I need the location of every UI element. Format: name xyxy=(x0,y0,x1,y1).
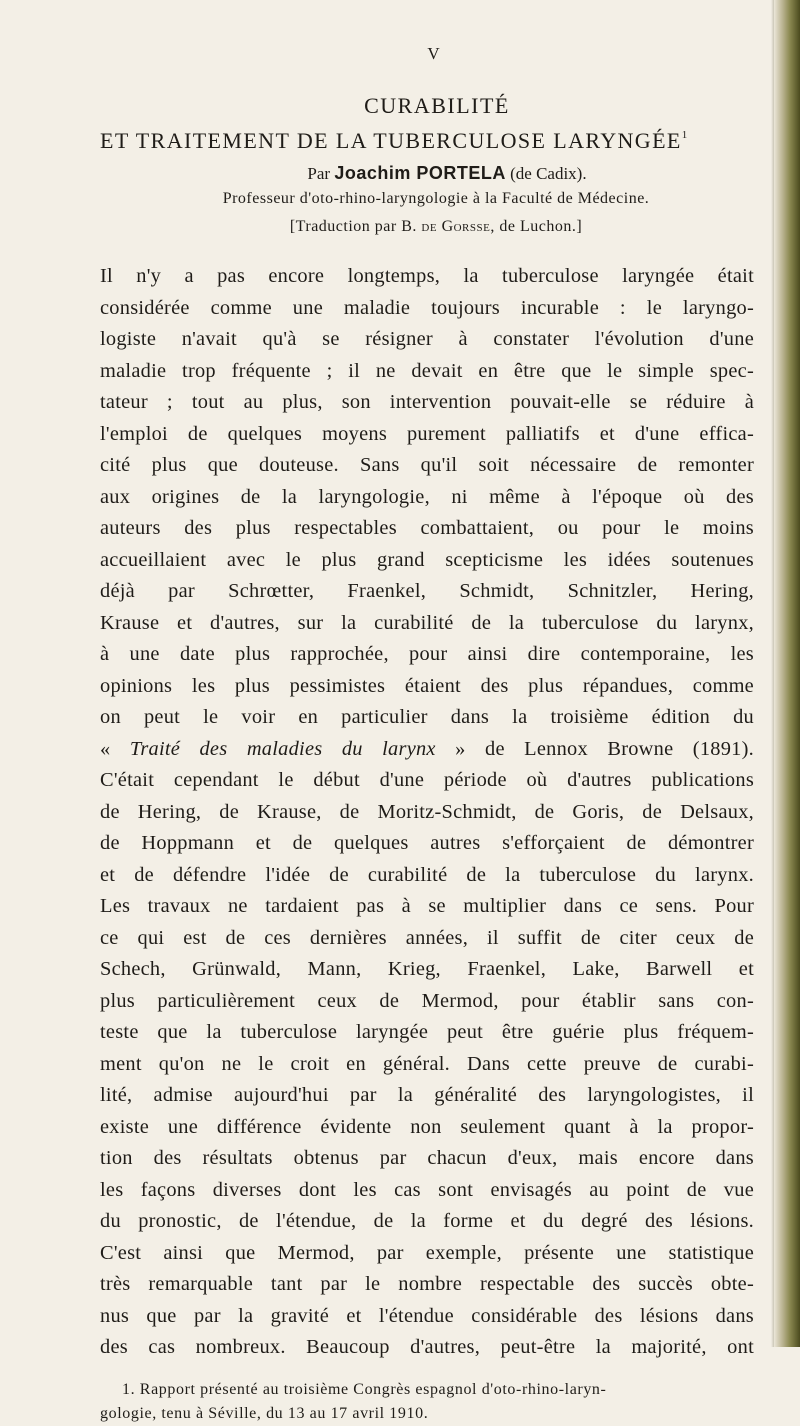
body-line: logiste n'avait qu'à se résigner à constater l'évolution d'une xyxy=(100,328,754,350)
translation-prefix: [Traduction par B. xyxy=(289,218,417,235)
byline xyxy=(140,162,754,185)
body-line: à une date plus rapprochée, pour ainsi dire contemporaine, les xyxy=(100,643,754,665)
footnote-line-2: gologie, tenu à Séville, du 13 au 17 avril 1910. xyxy=(100,1404,429,1422)
title-line-1: CURABILITÉ xyxy=(364,93,510,118)
footnote-line-1: 1. Rapport présenté au troisième Congrès espagnol d'oto-rhino-laryn- xyxy=(122,1380,607,1398)
citation-rest: » de Lennox Browne (1891). xyxy=(435,737,755,760)
translation-credit xyxy=(118,215,754,239)
body-line: ce qui est de ces dernières années, il suffit de citer ceux de xyxy=(100,926,754,949)
page-edge xyxy=(774,0,800,1347)
body-line: ment qu'on ne le croit en général. Dans cette preuve de curabi- xyxy=(100,1052,754,1075)
body-line: cité plus que douteuse. Sans qu'il soit nécessaire de remonter xyxy=(100,454,754,476)
footnote xyxy=(100,1378,754,1426)
byline-prefix: Par xyxy=(307,164,331,183)
body-line: Krause et d'autres, sur la curabilité de la tuberculose du larynx, xyxy=(100,611,754,634)
author-name: Joachim PORTELA xyxy=(334,163,506,183)
body-line: du pronostic, de l'étendue, de la forme et du degré des lésions. xyxy=(100,1210,754,1232)
book-title: Traité des maladies du larynx xyxy=(129,737,436,760)
title-line-2-text: ET TRAITEMENT DE LA TUBERCULOSE LARYNGÉE xyxy=(100,128,682,153)
author-origin: (de Cadix). xyxy=(510,164,587,183)
body-line: opinions les plus pessimistes étaient des plus répandues, comme xyxy=(100,674,754,697)
body-line: considérée comme une maladie toujours incurable : le laryngo- xyxy=(100,296,754,319)
body-line: Schech, Grünwald, Mann, Krieg, Fraenkel, Lake, Barwell et xyxy=(100,958,754,980)
translator-particle: de xyxy=(421,218,438,235)
body-line: on peut le voir en particulier dans la troisième édition du xyxy=(100,706,754,728)
body-line: des cas nombreux. Beaucoup d'autres, peut-être la majorité, ont xyxy=(100,1336,754,1358)
body-line: Il n'y a pas encore longtemps, la tuberculose laryngée était xyxy=(100,265,754,287)
body-line: très remarquable tant par le nombre respectable des succès obte- xyxy=(100,1273,754,1295)
body-line: accueillaient avec le plus grand scepticisme les idées soutenues xyxy=(100,548,754,571)
body-line: les façons diverses dont les cas sont envisagés au point de vue xyxy=(100,1178,754,1201)
translation-suffix: , de Luchon.] xyxy=(490,218,583,235)
body-line-citation xyxy=(100,734,754,766)
body-line: C'était cependant le début d'une période où d'autres publications xyxy=(100,769,754,791)
body-line: tateur ; tout au plus, son intervention pouvait-elle se réduire à xyxy=(100,391,754,413)
title-footnote-mark: 1 xyxy=(681,129,689,141)
body-line: déjà par Schrœtter, Fraenkel, Schmidt, Schnitzler, Hering, xyxy=(100,580,754,602)
author-affiliation: Professeur d'oto-rhino-laryngologie à la Faculté de Médecine. xyxy=(222,190,650,207)
body-line: et de défendre l'idée de curabilité de la tuberculose du larynx. xyxy=(100,863,754,886)
body-line: existe une différence évidente non seulement quant à la propor- xyxy=(100,1115,754,1138)
body-line: aux origines de la laryngologie, ni même à l'époque où des xyxy=(100,485,754,508)
body-line: auteurs des plus respectables combattaient, ou pour le moins xyxy=(100,517,754,539)
body-line: teste que la tuberculose laryngée peut être guérie plus fréquem- xyxy=(100,1021,754,1043)
translator-name: Gorsse xyxy=(441,218,491,235)
body-line: lité, admise aujourd'hui par la généralité des laryngologistes, il xyxy=(100,1084,754,1106)
body-line: de Hoppmann et de quelques autres s'efforçaient de démontrer xyxy=(100,832,754,854)
body-line: nus que par la gravité et l'étendue considérable des lésions dans xyxy=(100,1304,754,1327)
page-content xyxy=(100,44,754,1426)
body-line: de Hering, de Krause, de Moritz-Schmidt, de Goris, de Delsaux, xyxy=(100,800,754,823)
body-line: C'est ainsi que Mermod, par exemple, présente une statistique xyxy=(100,1241,754,1264)
body-line: plus particulièrement ceux de Mermod, pour établir sans con- xyxy=(100,989,754,1012)
body-line: l'emploi de quelques moyens purement palliatifs et d'une effica- xyxy=(100,422,754,445)
body-text xyxy=(100,261,754,1364)
citation-open-quote: « xyxy=(100,737,130,760)
page-number: V xyxy=(427,44,441,63)
body-line: tion des résultats obtenus par chacun d'eux, mais encore dans xyxy=(100,1147,754,1169)
body-line: maladie trop fréquente ; il ne devait en être que le simple spec- xyxy=(100,359,754,382)
body-line: Les travaux ne tardaient pas à se multiplier dans ce sens. Pour xyxy=(100,895,754,917)
title-line-2 xyxy=(100,120,754,156)
